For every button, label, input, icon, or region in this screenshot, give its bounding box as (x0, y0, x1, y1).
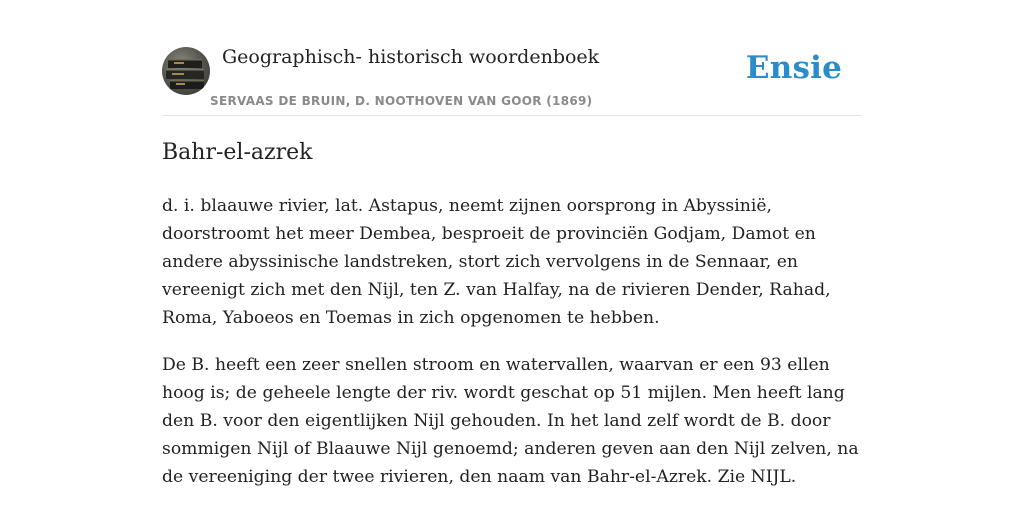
book-authors: SERVAAS DE BRUIN, D. NOOTHOVEN VAN GOOR (1869) (210, 94, 593, 108)
entry-title: Bahr-el-azrek (162, 140, 313, 165)
book-header (162, 40, 862, 116)
entry-paragraph: De B. heeft een zeer snellen stroom en watervallen, waarvan er een 93 ellen hoog is; de geheele lengte der riv. wordt geschat op 51 mijlen. Men heeft lang den B. voor den eigentlijken Nijl gehouden. In het land zelf wordt de B. door sommigen Nijl of Blaauwe Nijl genoemd; anderen geven aan den Nijl zelven, na de vereeniging der twee rivieren, den naam van Bahr-el-Azrek. Zie NIJL. (162, 355, 859, 487)
book-cover-icon[interactable] (162, 47, 210, 95)
book-title[interactable]: Geographisch- historisch woordenboek (222, 46, 600, 68)
entry-paragraph: d. i. blaauwe rivier, lat. Astapus, neemt zijnen oorsprong in Abyssinië, doorstroomt het meer Dembea, besproeit de provinciën Godjam, Damot en andere abyssinische landstreken, stort zich vervolgens in de Sennaar, en vereenigt zich met den Nijl, ten Z. van Halfay, na de rivieren Dender, Rahad, Roma, Yaboeos en Toemas in zich opgenomen te hebben. (162, 196, 831, 328)
ensie-logo[interactable]: Ensie (745, 50, 842, 86)
entry-body (162, 192, 862, 510)
